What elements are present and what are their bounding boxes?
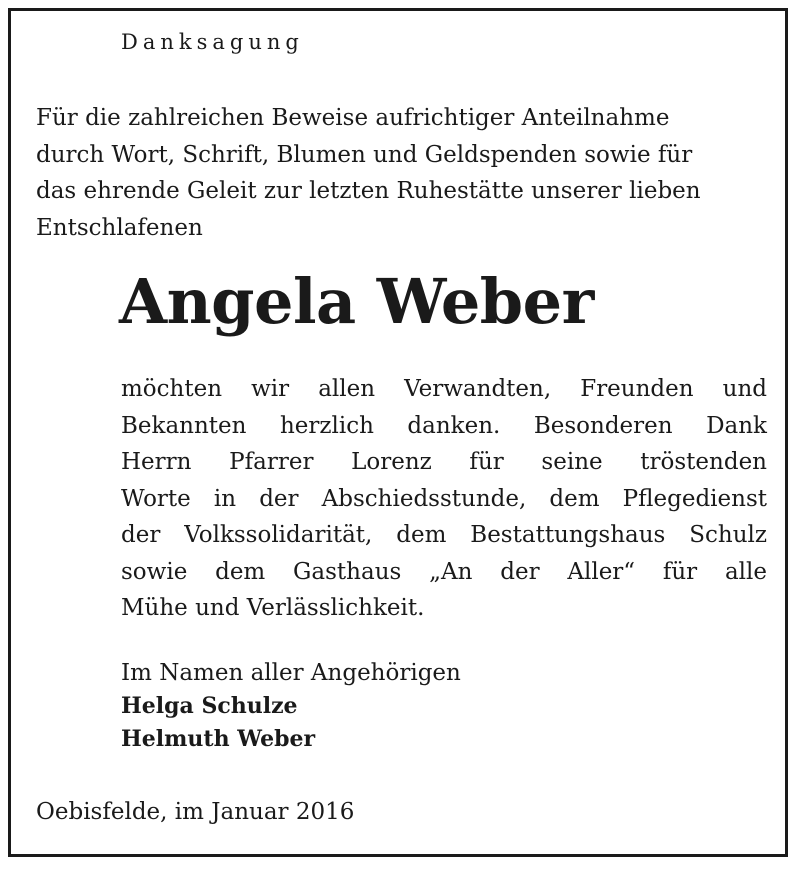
intro-line: das ehrende Geleit zur letzten Ruhestätte unserer lieben: [36, 178, 701, 204]
intro-line: Entschlafenen: [36, 214, 203, 241]
signer-name: Helmuth Weber: [121, 726, 316, 752]
intro-paragraph: [36, 100, 766, 246]
thanks-line: sowie dem Gasthaus „An der Aller“ für alle: [121, 558, 767, 585]
thanks-line: der Volkssolidarität, dem Bestattungshaus Schulz: [121, 522, 767, 548]
thanks-line: Worte in der Abschiedsstunde, dem Pflegedienst: [121, 485, 767, 512]
thanks-line: Herrn Pfarrer Lorenz für seine tröstenden: [121, 449, 767, 475]
notice-title: Danksagung: [121, 30, 304, 54]
intro-line: Für die zahlreichen Beweise aufrichtiger Anteilnahme: [36, 105, 670, 131]
intro-line: durch Wort, Schrift, Blumen und Geldspenden sowie für: [36, 141, 693, 168]
thanks-line: Bekannten herzlich danken. Besonderen Dank: [121, 412, 767, 439]
deceased-name: Angela Weber: [119, 265, 594, 338]
place-date: Oebisfelde, im Januar 2016: [36, 799, 355, 825]
closing-line: Im Namen aller Angehörigen: [121, 660, 461, 686]
thanks-paragraph: [121, 371, 767, 627]
closing-block: [121, 657, 461, 756]
thanks-line: möchten wir allen Verwandten, Freunden und: [121, 376, 767, 402]
signer-name: Helga Schulze: [121, 693, 298, 719]
thanks-line: Mühe und Verlässlichkeit.: [121, 595, 425, 621]
